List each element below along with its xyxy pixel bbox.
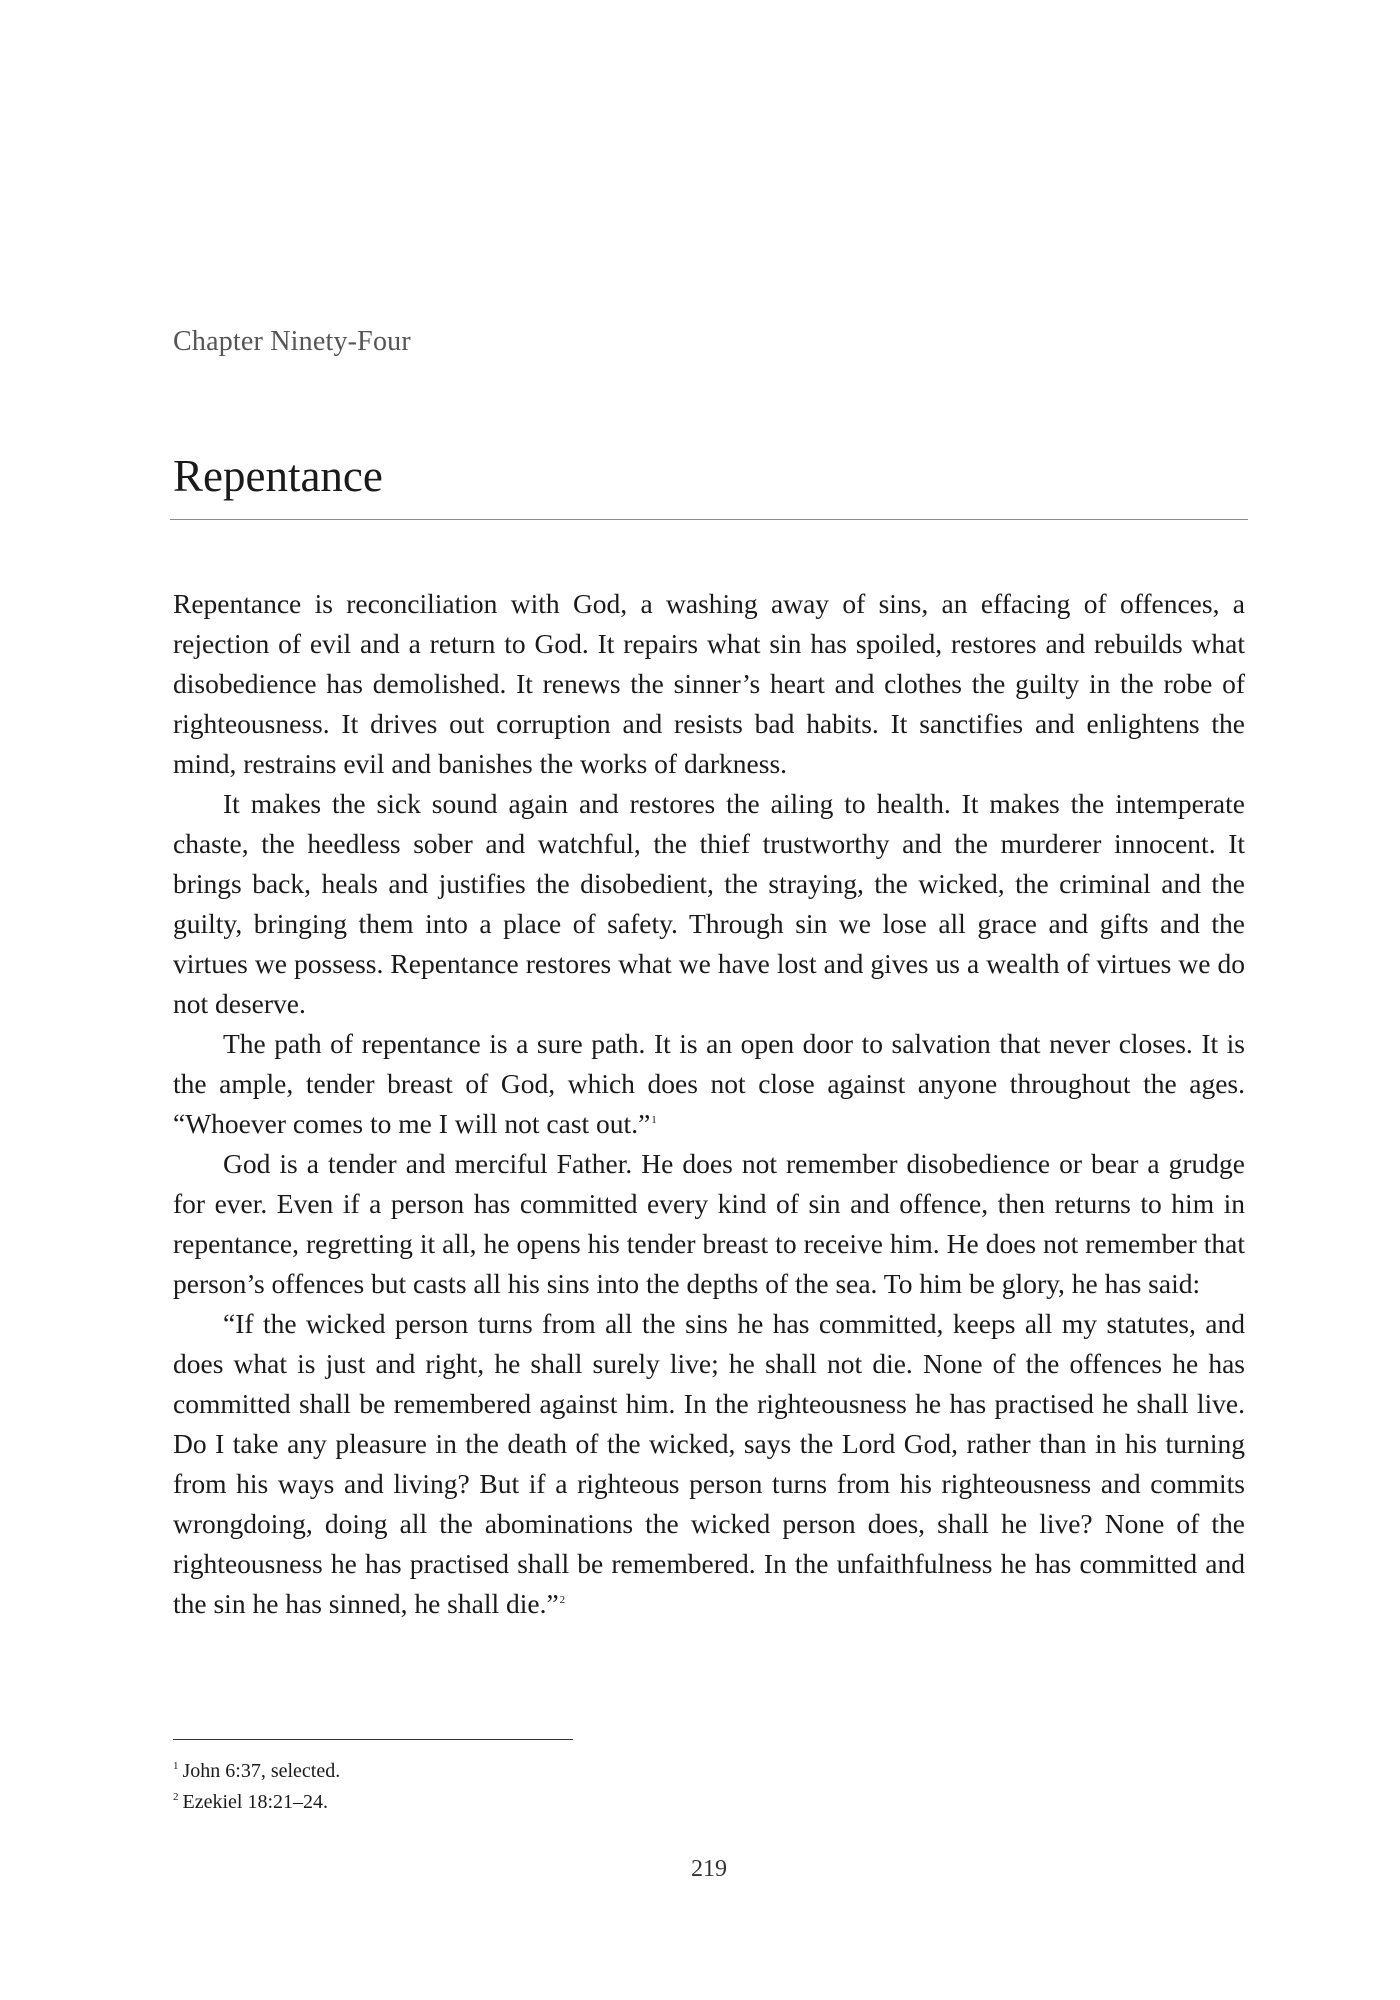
footnote (173, 1787, 340, 1818)
paragraph-text: It makes the sick sound again and restores the ailing to health. It makes the intemperate chaste, the heedless sober and watchful, the thief trustworthy and the murderer innocent. It brings back, heals and justifies the disobedient, the straying, the wicked, the criminal and the guilty, bringing them into a place of safety. Through sin we lose all grace and gifts and the virtues we possess. Repentance restores what we have lost and gives us a wealth of virtues we do not deserve. (173, 788, 1245, 1019)
title-divider (170, 519, 1248, 520)
footnote (173, 1756, 340, 1787)
footnote-reference: 2 (559, 1593, 566, 1606)
chapter-body (173, 584, 1245, 1624)
footnote-text: John 6:37, selected. (182, 1760, 341, 1782)
paragraph (173, 784, 1245, 1024)
paragraph-text: The path of repentance is a sure path. It is an open door to salvation that never closes. It is the ample, tender breast of God, which does not close against anyone throughout the ages. “Whoever comes to me I will not cast out.” (173, 1028, 1245, 1139)
paragraph-text: Repentance is reconciliation with God, a washing away of sins, an effacing of offences, a rejection of evil and a return to God. It repairs what sin has spoiled, restores and rebuilds what disobedience has demolished. It renews the sinner’s heart and clothes the guilty in the robe of righteousness. It drives out corruption and resists bad habits. It sanctifies and enlightens the mind, restrains evil and banishes the works of darkness. (173, 588, 1245, 779)
paragraph (173, 584, 1245, 784)
chapter-title: Repentance (173, 451, 383, 501)
footnotes (173, 1756, 340, 1818)
paragraph (173, 1144, 1245, 1304)
paragraph-text: God is a tender and merciful Father. He does not remember disobedience or bear a grudge for ever. Even if a person has committed every kind of sin and offence, then returns to him in repentance, regretting it all, he opens his tender breast to receive him. He does not remember that person’s offences but casts all his sins into the depths of the sea. To him be glory, he has said: (173, 1148, 1245, 1299)
footnote-text: Ezekiel 18:21–24. (182, 1791, 329, 1813)
paragraph (173, 1304, 1245, 1624)
book-page (173, 0, 1245, 2000)
page-number: 219 (691, 1856, 727, 1882)
footnote-mark: 1 (173, 1760, 179, 1773)
paragraph-text: “If the wicked person turns from all the sins he has committed, keeps all my statutes, and does what is just and right, he shall surely live; he shall not die. None of the offences he has committed shall be remembered against him. In the righteousness he has practised he shall live. Do I take any pleasure in the death of the wicked, says the Lord God, rather than in his turning from his ways and living? But if a righteous person turns from his righteousness and commits wrongdoing, doing all the abominations the wicked person does, shall he live? None of the righteousness he has practised shall be remembered. In the unfaithfulness he has committed and the sin he has sinned, he shall die.” (173, 1308, 1245, 1619)
chapter-label: Chapter Ninety-Four (173, 326, 411, 357)
footnote-divider (173, 1739, 573, 1740)
paragraph (173, 1024, 1245, 1144)
footnote-mark: 2 (173, 1791, 179, 1804)
footnote-reference: 1 (651, 1113, 657, 1126)
